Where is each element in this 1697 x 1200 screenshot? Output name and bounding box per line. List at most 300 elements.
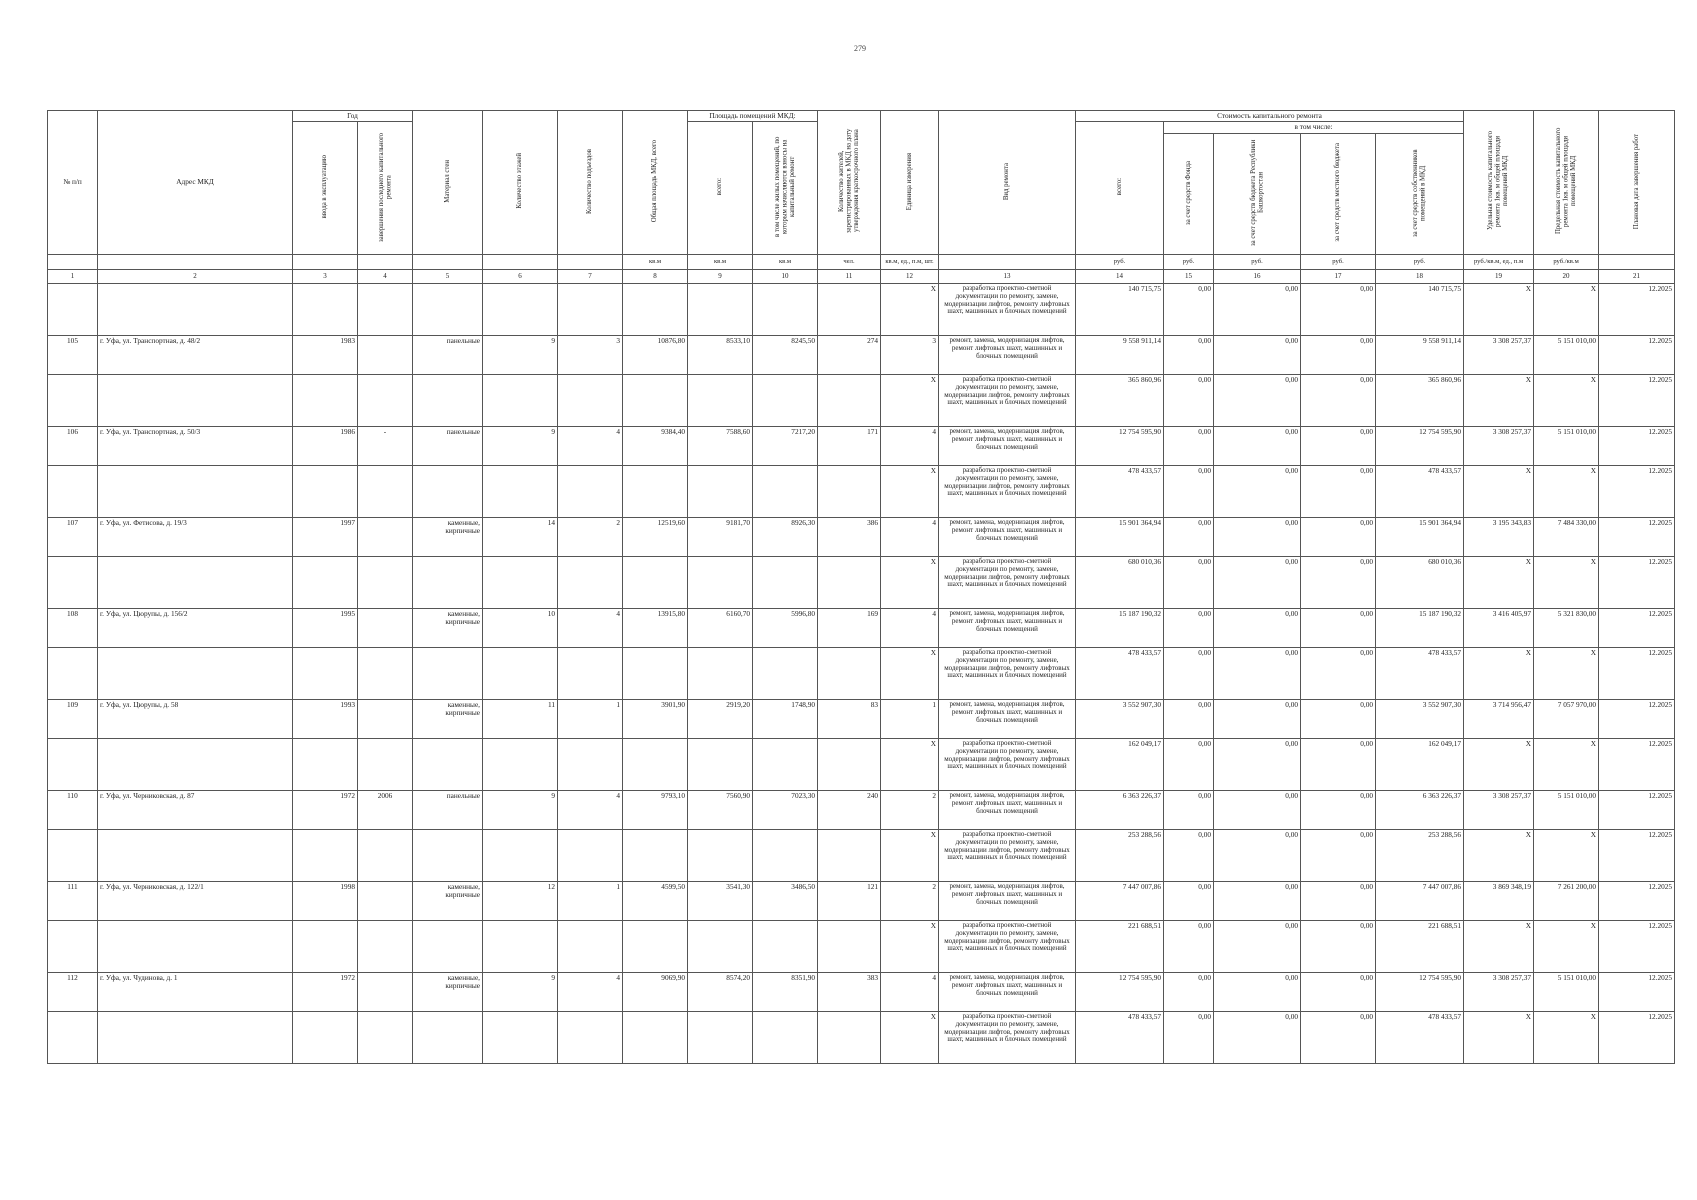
cell-work-type: разработка проектно-сметной документации по ремонту, замене, модернизации лифтов, ремонту лифтовых шахт, машинных и блочных помещений (939, 829, 1076, 881)
cell-entrances: 3 (558, 335, 623, 374)
cell-wall-material (413, 374, 483, 426)
cell-cost-total: 6 363 226,37 (1076, 790, 1164, 829)
cell-year-last-repair: 2006 (358, 790, 413, 829)
cell-work-type: разработка проектно-сметной документации по ремонту, замене, модернизации лифтов, ремонту лифтовых шахт, машинных и блочных помещений (939, 556, 1076, 608)
cell-entrances (558, 374, 623, 426)
cell-deadline: 12.2025 (1599, 790, 1675, 829)
cell-cost-total: 478 433,57 (1076, 1011, 1164, 1063)
cell-cost-owners: 478 433,57 (1376, 647, 1464, 699)
cell-unit: 4 (881, 517, 939, 556)
cell-total-area: 9069,90 (623, 972, 688, 1011)
cell-cost-republic: 0,00 (1214, 335, 1301, 374)
cell-cost-local: 0,00 (1301, 283, 1376, 335)
cell-work-type: разработка проектно-сметной документации по ремонту, замене, модернизации лифтов, ремонту лифтовых шахт, машинных и блочных помещений (939, 647, 1076, 699)
cell-deadline: 12.2025 (1599, 881, 1675, 920)
cell-total-area (623, 465, 688, 517)
cell-cost-total: 15 901 364,94 (1076, 517, 1164, 556)
cell-unit-cost: 3 308 257,37 (1464, 972, 1534, 1011)
cell-year-last-repair (358, 465, 413, 517)
cell-cost-local: 0,00 (1301, 829, 1376, 881)
header-unit: Единица измерения (881, 111, 939, 255)
cell-max-cost: 5 151 010,00 (1534, 790, 1599, 829)
cell-premises-in-funds: 7023,30 (753, 790, 818, 829)
cell-year-commission (293, 920, 358, 972)
table-row (48, 517, 1675, 556)
cell-deadline: 12.2025 (1599, 335, 1675, 374)
cell-cost-republic: 0,00 (1214, 881, 1301, 920)
cell-entrances (558, 829, 623, 881)
page-number: 279 (854, 44, 866, 53)
cell-address (98, 647, 293, 699)
cell-premises-in-funds: 8351,90 (753, 972, 818, 1011)
cell-premises-in-funds: 8926,30 (753, 517, 818, 556)
table-row (48, 790, 1675, 829)
cell-total-area: 9793,10 (623, 790, 688, 829)
cell-max-cost: 7 484 330,00 (1534, 517, 1599, 556)
cell-floors: 9 (483, 972, 558, 1011)
cell-entrances: 1 (558, 881, 623, 920)
cell-year-commission: 1998 (293, 881, 358, 920)
cell-cost-owners: 221 688,51 (1376, 920, 1464, 972)
cell-cost-republic: 0,00 (1214, 426, 1301, 465)
cell-total-area (623, 556, 688, 608)
cell-cost-owners: 680 010,36 (1376, 556, 1464, 608)
cell-cost-republic: 0,00 (1214, 647, 1301, 699)
header-cost-group: Стоимость капитального ремонта (1076, 111, 1464, 122)
cell-year-last-repair (358, 647, 413, 699)
cell-wall-material (413, 647, 483, 699)
table-row (48, 283, 1675, 335)
cell-num: 111 (48, 881, 98, 920)
cell-work-type: ремонт, замена, модернизация лифтов, ремонт лифтовых шахт, машинных и блочных помещений (939, 881, 1076, 920)
cell-premises-in-funds: 3486,50 (753, 881, 818, 920)
cell-max-cost: X (1534, 829, 1599, 881)
table-row (48, 465, 1675, 517)
unit-max-cost: руб./кв.м (1534, 254, 1599, 269)
cell-unit-cost: 3 308 257,37 (1464, 426, 1534, 465)
cell-entrances (558, 465, 623, 517)
cell-cost-republic: 0,00 (1214, 608, 1301, 647)
cell-cost-owners: 15 901 364,94 (1376, 517, 1464, 556)
cell-cost-fund: 0,00 (1164, 790, 1214, 829)
cell-year-last-repair (358, 335, 413, 374)
cell-premises-in-funds (753, 738, 818, 790)
cell-total-area: 3901,90 (623, 699, 688, 738)
cell-premises-in-funds (753, 920, 818, 972)
cell-num (48, 556, 98, 608)
cell-cost-owners: 15 187 190,32 (1376, 608, 1464, 647)
header-premises-in-funds: в том числе жилых помещений, по которым начисляются взносы на капитальный ремонт (753, 122, 818, 254)
cell-year-last-repair (358, 920, 413, 972)
cell-max-cost: X (1534, 465, 1599, 517)
cell-year-last-repair (358, 608, 413, 647)
cell-address: г. Уфа, ул. Транспортная, д. 48/2 (98, 335, 293, 374)
cell-year-last-repair (358, 738, 413, 790)
col-number: 20 (1534, 269, 1599, 283)
cell-cost-republic: 0,00 (1214, 465, 1301, 517)
cell-residents: 274 (818, 335, 881, 374)
cell-deadline: 12.2025 (1599, 699, 1675, 738)
cell-cost-owners: 365 860,96 (1376, 374, 1464, 426)
header-cost-total: всего: (1076, 122, 1164, 254)
col-number: 11 (818, 269, 881, 283)
cell-residents (818, 556, 881, 608)
table-row (48, 335, 1675, 374)
header-address: Адрес МКД (98, 111, 293, 255)
cell-cost-republic: 0,00 (1214, 829, 1301, 881)
cell-premises-total: 8574,20 (688, 972, 753, 1011)
cell-max-cost: 5 151 010,00 (1534, 426, 1599, 465)
cell-cost-fund: 0,00 (1164, 972, 1214, 1011)
cell-year-commission (293, 556, 358, 608)
cell-max-cost: X (1534, 920, 1599, 972)
cell-cost-fund: 0,00 (1164, 608, 1214, 647)
cell-cost-owners: 6 363 226,37 (1376, 790, 1464, 829)
cell-year-commission: 1997 (293, 517, 358, 556)
cell-year-commission (293, 647, 358, 699)
cell-entrances: 4 (558, 972, 623, 1011)
cell-cost-local: 0,00 (1301, 335, 1376, 374)
cell-unit-cost: 3 869 348,19 (1464, 881, 1534, 920)
cell-deadline: 12.2025 (1599, 426, 1675, 465)
cell-work-type: разработка проектно-сметной документации по ремонту, замене, модернизации лифтов, ремонту лифтовых шахт, машинных и блочных помещений (939, 374, 1076, 426)
cell-address: г. Уфа, ул. Транспортная, д. 50/3 (98, 426, 293, 465)
unit-cost-total: руб. (1076, 254, 1164, 269)
cell-premises-in-funds: 8245,50 (753, 335, 818, 374)
cell-cost-local: 0,00 (1301, 426, 1376, 465)
cell-address: г. Уфа, ул. Черниковская, д. 122/1 (98, 881, 293, 920)
cell-cost-republic: 0,00 (1214, 374, 1301, 426)
cell-cost-owners: 7 447 007,86 (1376, 881, 1464, 920)
cell-deadline: 12.2025 (1599, 920, 1675, 972)
cell-wall-material (413, 465, 483, 517)
cell-num: 109 (48, 699, 98, 738)
cell-work-type: разработка проектно-сметной документации по ремонту, замене, модернизации лифтов, ремонту лифтовых шахт, машинных и блочных помещений (939, 738, 1076, 790)
unit-cost-owners: руб. (1376, 254, 1464, 269)
cell-address (98, 829, 293, 881)
cell-work-type: ремонт, замена, модернизация лифтов, ремонт лифтовых шахт, машинных и блочных помещений (939, 790, 1076, 829)
cell-year-last-repair (358, 829, 413, 881)
cell-wall-material: панельные (413, 426, 483, 465)
cell-floors: 11 (483, 699, 558, 738)
cell-address (98, 920, 293, 972)
cell-residents: 83 (818, 699, 881, 738)
col-number: 3 (293, 269, 358, 283)
table-row (48, 647, 1675, 699)
header-year-commission: ввода в эксплуатацию (293, 122, 358, 254)
cell-cost-republic: 0,00 (1214, 1011, 1301, 1063)
header-floors: Количество этажей (483, 111, 558, 255)
cell-unit-cost: X (1464, 920, 1534, 972)
cell-address (98, 374, 293, 426)
unit-unit: кв.м, ед., п.м, шт. (881, 254, 939, 269)
cell-max-cost: X (1534, 738, 1599, 790)
header-premises-total: всего: (688, 122, 753, 254)
cell-cost-republic: 0,00 (1214, 738, 1301, 790)
cell-cost-total: 478 433,57 (1076, 465, 1164, 517)
cell-cost-fund: 0,00 (1164, 920, 1214, 972)
cell-cost-fund: 0,00 (1164, 335, 1214, 374)
cell-cost-fund: 0,00 (1164, 881, 1214, 920)
cell-address (98, 465, 293, 517)
cell-deadline: 12.2025 (1599, 972, 1675, 1011)
unit-unit-cost: руб./кв.м, ед., п.м (1464, 254, 1534, 269)
cell-cost-fund: 0,00 (1164, 374, 1214, 426)
cell-cost-fund: 0,00 (1164, 829, 1214, 881)
cell-cost-total: 7 447 007,86 (1076, 881, 1164, 920)
cell-floors (483, 556, 558, 608)
col-number: 19 (1464, 269, 1534, 283)
cell-floors (483, 920, 558, 972)
cell-residents (818, 829, 881, 881)
cell-unit-cost: X (1464, 647, 1534, 699)
cell-floors: 9 (483, 790, 558, 829)
cell-cost-total: 253 288,56 (1076, 829, 1164, 881)
cell-year-last-repair (358, 881, 413, 920)
cell-unit-cost: X (1464, 556, 1534, 608)
header-cost-local: за счет средств местного бюджета (1301, 133, 1376, 254)
cell-unit: X (881, 738, 939, 790)
cell-floors (483, 283, 558, 335)
cell-max-cost: X (1534, 374, 1599, 426)
cell-cost-owners: 253 288,56 (1376, 829, 1464, 881)
unit-premises-total: кв.м (688, 254, 753, 269)
cell-work-type: разработка проектно-сметной документации по ремонту, замене, модернизации лифтов, ремонту лифтовых шахт, машинных и блочных помещений (939, 283, 1076, 335)
cell-premises-total (688, 1011, 753, 1063)
cell-year-last-repair (358, 374, 413, 426)
header-cost-fund: за счет средств Фонда (1164, 133, 1214, 254)
cell-premises-total (688, 374, 753, 426)
cell-work-type: ремонт, замена, модернизация лифтов, ремонт лифтовых шахт, машинных и блочных помещений (939, 426, 1076, 465)
cell-year-commission (293, 283, 358, 335)
col-number: 10 (753, 269, 818, 283)
header-total-area: Общая площадь МКД, всего (623, 111, 688, 255)
header-num: № п/п (48, 111, 98, 255)
cell-cost-local: 0,00 (1301, 881, 1376, 920)
cell-wall-material (413, 738, 483, 790)
cell-year-commission (293, 1011, 358, 1063)
cell-floors: 10 (483, 608, 558, 647)
cell-total-area (623, 920, 688, 972)
cell-premises-in-funds (753, 1011, 818, 1063)
cell-premises-total: 7560,90 (688, 790, 753, 829)
col-number: 16 (1214, 269, 1301, 283)
cell-cost-local: 0,00 (1301, 1011, 1376, 1063)
cell-unit-cost: 3 714 956,47 (1464, 699, 1534, 738)
cell-premises-total (688, 283, 753, 335)
cell-year-last-repair (358, 1011, 413, 1063)
cell-year-last-repair (358, 556, 413, 608)
cell-max-cost: 5 151 010,00 (1534, 972, 1599, 1011)
cell-floors (483, 465, 558, 517)
cell-cost-total: 680 010,36 (1076, 556, 1164, 608)
cell-work-type: разработка проектно-сметной документации по ремонту, замене, модернизации лифтов, ремонту лифтовых шахт, машинных и блочных помещений (939, 465, 1076, 517)
cell-cost-republic: 0,00 (1214, 283, 1301, 335)
cell-address: г. Уфа, ул. Фетисова, д. 19/3 (98, 517, 293, 556)
cell-floors (483, 374, 558, 426)
cell-premises-total (688, 920, 753, 972)
col-number: 13 (939, 269, 1076, 283)
cell-cost-fund: 0,00 (1164, 699, 1214, 738)
table-row (48, 881, 1675, 920)
header-entrances: Количество подъездов (558, 111, 623, 255)
cell-cost-fund: 0,00 (1164, 426, 1214, 465)
cell-work-type: разработка проектно-сметной документации по ремонту, замене, модернизации лифтов, ремонту лифтовых шахт, машинных и блочных помещений (939, 1011, 1076, 1063)
cell-unit-cost: X (1464, 829, 1534, 881)
unit-cost-fund: руб. (1164, 254, 1214, 269)
cell-unit: X (881, 1011, 939, 1063)
cell-total-area (623, 829, 688, 881)
cell-cost-local: 0,00 (1301, 920, 1376, 972)
cell-num (48, 283, 98, 335)
cell-deadline: 12.2025 (1599, 374, 1675, 426)
cell-entrances: 4 (558, 426, 623, 465)
units-row (48, 254, 1675, 269)
cell-unit: 2 (881, 790, 939, 829)
cell-unit-cost: X (1464, 738, 1534, 790)
cell-residents (818, 374, 881, 426)
cell-premises-in-funds: 1748,90 (753, 699, 818, 738)
cell-cost-owners: 478 433,57 (1376, 1011, 1464, 1063)
cell-premises-in-funds: 7217,20 (753, 426, 818, 465)
col-number: 9 (688, 269, 753, 283)
cell-max-cost: 7 261 200,00 (1534, 881, 1599, 920)
header-cost-including: в том числе: (1164, 122, 1464, 133)
header-year-group: Год (293, 111, 413, 122)
cell-unit-cost: X (1464, 374, 1534, 426)
cell-cost-total: 365 860,96 (1076, 374, 1164, 426)
capital-repair-table (47, 110, 1675, 1064)
cell-unit: X (881, 920, 939, 972)
cell-num (48, 738, 98, 790)
cell-premises-total: 2919,20 (688, 699, 753, 738)
cell-year-commission (293, 738, 358, 790)
cell-premises-total (688, 556, 753, 608)
table-row (48, 608, 1675, 647)
cell-address (98, 738, 293, 790)
cell-cost-owners: 162 049,17 (1376, 738, 1464, 790)
cell-cost-total: 162 049,17 (1076, 738, 1164, 790)
cell-max-cost: X (1534, 1011, 1599, 1063)
table-row (48, 556, 1675, 608)
cell-num: 108 (48, 608, 98, 647)
cell-residents: 171 (818, 426, 881, 465)
cell-residents (818, 283, 881, 335)
cell-cost-local: 0,00 (1301, 790, 1376, 829)
cell-year-commission: 1972 (293, 972, 358, 1011)
cell-deadline: 12.2025 (1599, 829, 1675, 881)
cell-cost-fund: 0,00 (1164, 738, 1214, 790)
cell-year-last-repair (358, 699, 413, 738)
cell-year-commission: 1972 (293, 790, 358, 829)
cell-address (98, 556, 293, 608)
cell-cost-total: 478 433,57 (1076, 647, 1164, 699)
cell-total-area (623, 374, 688, 426)
cell-residents: 386 (818, 517, 881, 556)
cell-year-last-repair (358, 972, 413, 1011)
cell-premises-total: 9181,70 (688, 517, 753, 556)
col-number: 6 (483, 269, 558, 283)
cell-total-area: 12519,60 (623, 517, 688, 556)
header-year-last-repair: завершения последнего капитального ремонта (358, 122, 413, 254)
cell-residents: 169 (818, 608, 881, 647)
cell-floors (483, 829, 558, 881)
cell-year-commission: 1995 (293, 608, 358, 647)
cell-address: г. Уфа, ул. Цюрупы, д. 156/2 (98, 608, 293, 647)
table-row (48, 426, 1675, 465)
cell-wall-material: каменные, кирпичные (413, 608, 483, 647)
cell-cost-local: 0,00 (1301, 972, 1376, 1011)
cell-wall-material (413, 556, 483, 608)
cell-premises-total (688, 647, 753, 699)
cell-year-commission: 1993 (293, 699, 358, 738)
table-row (48, 1011, 1675, 1063)
cell-cost-republic: 0,00 (1214, 699, 1301, 738)
cell-wall-material (413, 1011, 483, 1063)
cell-entrances: 2 (558, 517, 623, 556)
cell-unit-cost: 3 416 405,97 (1464, 608, 1534, 647)
table-row (48, 738, 1675, 790)
cell-cost-fund: 0,00 (1164, 517, 1214, 556)
table-row (48, 699, 1675, 738)
cell-residents (818, 465, 881, 517)
cell-premises-total (688, 465, 753, 517)
cell-max-cost: 7 057 970,00 (1534, 699, 1599, 738)
cell-entrances: 4 (558, 608, 623, 647)
cell-wall-material (413, 920, 483, 972)
cell-num (48, 465, 98, 517)
cell-residents (818, 920, 881, 972)
cell-unit-cost: X (1464, 465, 1534, 517)
cell-premises-total: 7588,60 (688, 426, 753, 465)
cell-wall-material: панельные (413, 335, 483, 374)
col-number: 7 (558, 269, 623, 283)
cell-cost-local: 0,00 (1301, 699, 1376, 738)
header-max-cost: Предельная стоимость капитального ремонта 1кв. м общей площади помещений МКД (1534, 111, 1599, 255)
cell-unit-cost: X (1464, 1011, 1534, 1063)
cell-num (48, 1011, 98, 1063)
cell-wall-material: каменные, кирпичные (413, 972, 483, 1011)
cell-unit-cost: 3 308 257,37 (1464, 790, 1534, 829)
cell-work-type: разработка проектно-сметной документации по ремонту, замене, модернизации лифтов, ремонту лифтовых шахт, машинных и блочных помещений (939, 920, 1076, 972)
col-number: 14 (1076, 269, 1164, 283)
cell-num (48, 374, 98, 426)
cell-entrances (558, 738, 623, 790)
cell-floors (483, 647, 558, 699)
header-unit-cost: Удельная стоимость капитального ремонта 1кв. м общей площади помещений МКД (1464, 111, 1534, 255)
table-row (48, 920, 1675, 972)
cell-premises-in-funds (753, 465, 818, 517)
cell-residents: 121 (818, 881, 881, 920)
header-deadline: Плановая дата завершения работ (1599, 111, 1675, 255)
cell-premises-in-funds (753, 556, 818, 608)
cell-premises-in-funds: 5996,80 (753, 608, 818, 647)
cell-premises-total: 8533,10 (688, 335, 753, 374)
cell-year-commission: 1983 (293, 335, 358, 374)
cell-total-area (623, 1011, 688, 1063)
cell-unit: X (881, 283, 939, 335)
table-body (48, 283, 1675, 1063)
cell-address (98, 1011, 293, 1063)
cell-work-type: ремонт, замена, модернизация лифтов, ремонт лифтовых шахт, машинных и блочных помещений (939, 608, 1076, 647)
cell-cost-total: 3 552 907,30 (1076, 699, 1164, 738)
cell-unit-cost: 3 195 343,83 (1464, 517, 1534, 556)
cell-unit: 4 (881, 426, 939, 465)
cell-cost-owners: 12 754 595,90 (1376, 426, 1464, 465)
cell-cost-total: 9 558 911,14 (1076, 335, 1164, 374)
col-number: 8 (623, 269, 688, 283)
cell-cost-fund: 0,00 (1164, 1011, 1214, 1063)
